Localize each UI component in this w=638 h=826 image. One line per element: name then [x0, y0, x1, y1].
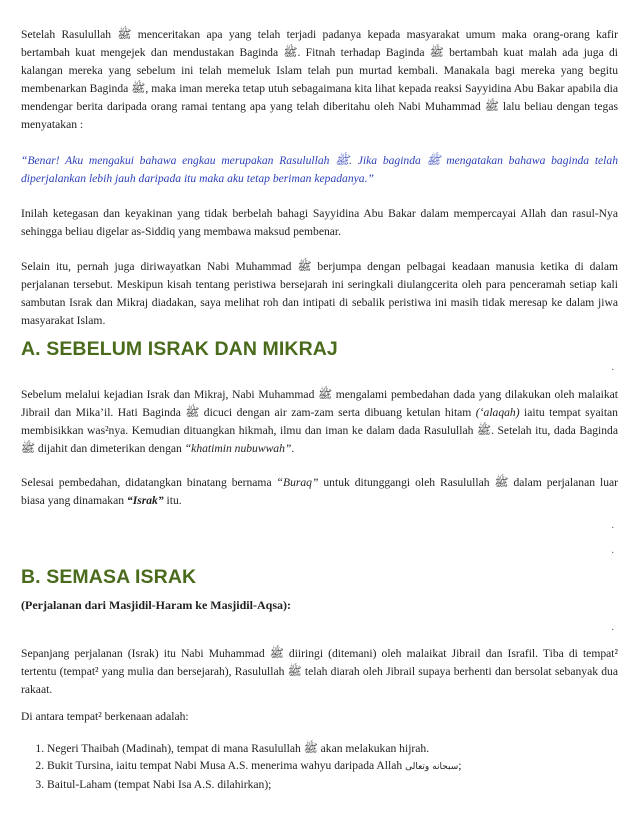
section-a-paragraph-1: Sebelum melalui kejadian Israk dan Mikraj, Nabi Muhammad ﷺ mengalami pembedahan dada yang dilakukan oleh malaikat Jibrail dan Mika’il. Hati Baginda ﷺ dicuci dengan air zam-zam serta dibuang ketulan hitam (‘alaqah) iaitu tempat syaitan membisikkan was²nya. Kemudian dituangkan hikmah, ilmu dan iman ke dalam dada Rasulullah ﷺ. Setelah itu, dada Baginda ﷺ dijahit dan dimeterikan dengan “khatimin nubuwwah”. [21, 388, 619, 455]
intro-paragraph-2: Inilah ketegasan dan keyakinan yang tidak berbelah bahagi Sayyidina Abu Bakar dalam mempercayai Allah dan rasul-Nya sehingga beliau digelar as-Siddiq yang membawa maksud pembenar. [21, 207, 618, 238]
section-b-paragraph-2: Di antara tempat² berkenaan adalah: [21, 710, 189, 723]
section-b-heading: B. SEMASA ISRAK [21, 566, 197, 588]
abu-bakar-quote: “Benar! Aku mengakui bahawa engkau merupakan Rasulullah ﷺ. Jika baginda ﷺ mengatakan bahawa baginda telah diperjalankan lebih jauh daripada itu maka aku tetap beriman kepadanya.” [21, 154, 619, 185]
list-item: 1. Negeri Thaibah (Madinah), tempat di mana Rasulullah ﷺ akan melakukan hijrah. [47, 740, 618, 757]
arabic-glorification: سبحانه وتعالى [405, 762, 459, 772]
separator-dot: . [611, 545, 614, 556]
section-a-paragraph-2: Selesai pembedahan, didatangkan binatang bernama “Buraq” untuk ditunggangi oleh Rasulullah ﷺ dalam perjalanan luar biasa yang dinamakan “Israk” itu. [21, 476, 618, 507]
intro-paragraph-1: Setelah Rasulullah ﷺ menceritakan apa yang telah terjadi padanya kepada masyarakat umum maka orang-orang kafir bertambah kuat mengejek dan mendustakan Baginda ﷺ. Fitnah terhadap Baginda ﷺ bertambah kuat malah ada juga di kalangan mereka yang sebelum ini telah memeluk Islam telah pun murtad kembali. Manakala bagi mereka yang begitu membenarkan Baginda ﷺ, maka iman mereka tetap utuh sebagaimana kita lihat kepada reaksi Sayyidina Abu Bakar apabila dia mendengar berita daripada orang ramai tentang apa yang telah diberitahu oleh Nabi Muhammad ﷺ lalu beliau dengan tegas menyatakan : [21, 28, 619, 131]
intro-paragraph-3: Selain itu, pernah juga diriwayatkan Nabi Muhammad ﷺ berjumpa dengan pelbagai keadaan manusia ketika di dalam perjalanan tersebut. Meskipun kisah tentang peristiwa bersejarah ini seringkali diulangcerita oleh para penceramah setiap kali sambutan Israk dan Mikraj diadakan, saya melihat roh dan intipati di sebalik peristiwa ini masih tidak meresap ke dalam jiwa masyarakat Islam. [21, 260, 618, 327]
list-item: 3. Baitul-Laham (tempat Nabi Isa A.S. dilahirkan); [47, 776, 618, 793]
section-a-heading: A. SEBELUM ISRAK DAN MIKRAJ [21, 338, 338, 360]
buraq-term: “Buraq” [276, 476, 319, 489]
places-list [21, 740, 618, 793]
israk-term: “Israk” [126, 494, 164, 507]
separator-dot: . [611, 362, 614, 373]
separator-dot: . [611, 622, 614, 633]
separator-dot: . [611, 520, 614, 531]
khatimin-term: “khatimin nubuwwah” [184, 442, 292, 455]
list-item: 2. Bukit Tursina, iaitu tempat Nabi Musa A.S. menerima wahyu daripada Allah سبحانه وتعالى; [47, 757, 618, 776]
section-b-paragraph-1: Sepanjang perjalanan (Israk) itu Nabi Muhammad ﷺ diiringi (ditemani) oleh malaikat Jibrail dan Israfil. Tiba di tempat² tertentu (tempat² yang mulia dan bersejarah), Rasulullah ﷺ telah diarah oleh Jibrail supaya berhenti dan bersolat sebanyak dua rakaat. [21, 647, 618, 696]
alaqah-term: (‘alaqah) [475, 406, 520, 419]
section-b-subheading: (Perjalanan dari Masjidil-Haram ke Masjidil-Aqsa): [21, 598, 291, 612]
